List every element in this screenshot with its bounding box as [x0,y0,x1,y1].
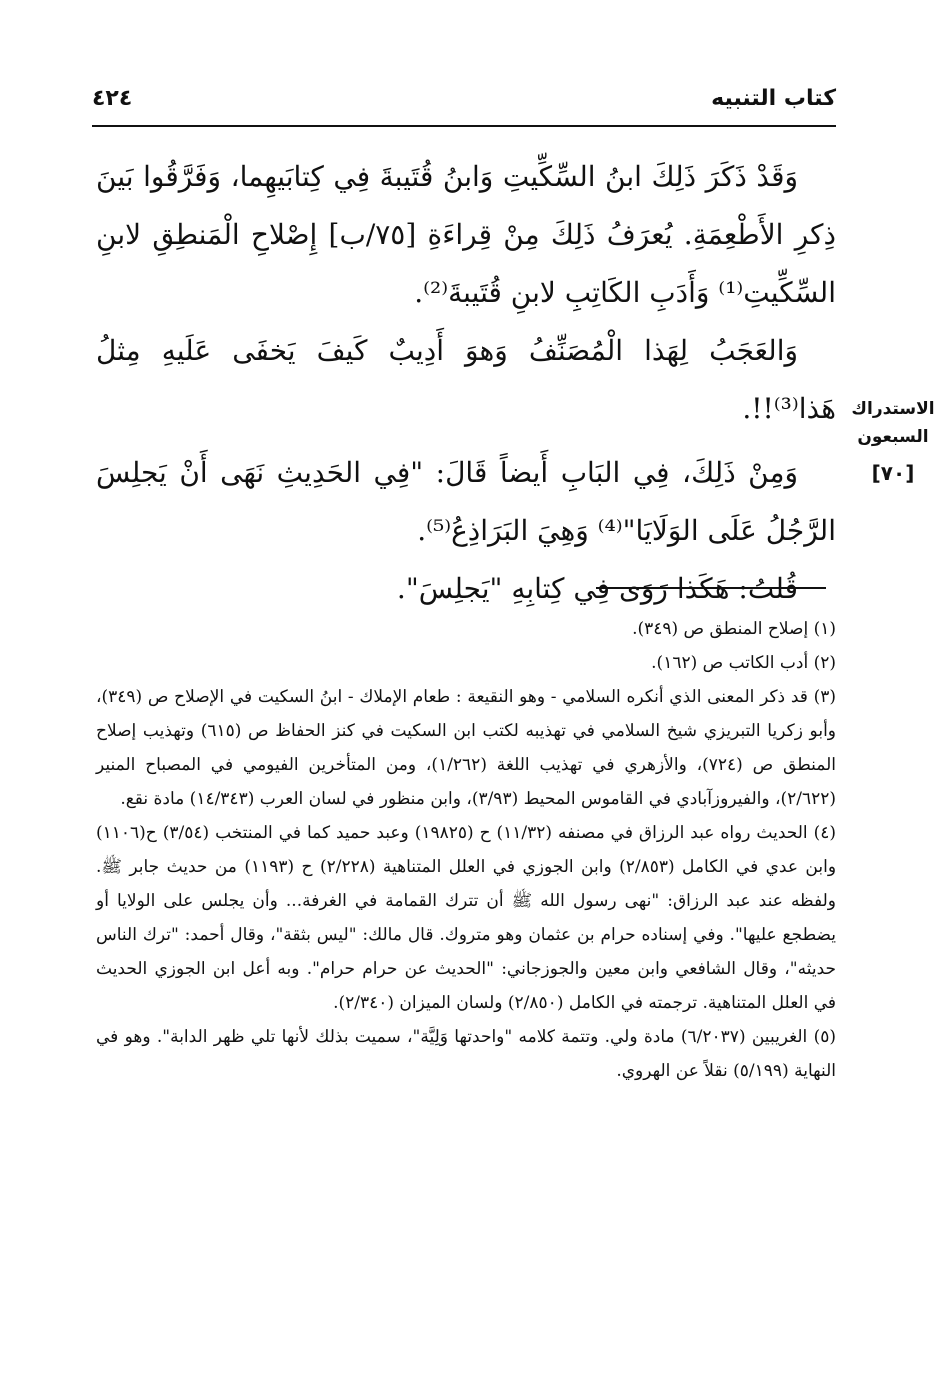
margin-note-ordinal: السبعون [857,427,929,447]
page-number: ٤٢٤ [92,86,133,111]
margin-note-number: [٧٠] [871,461,915,485]
header-rule [92,125,836,127]
main-paragraph-1: وَقَدْ ذَكَرَ ذَلِكَ ابنُ السِّكِّيتِ وَابنُ قُتَيبةَ فِي كِتابَيهِما، وَفَرَّقُوا بَينَ ذِكرِ الأَطْعِمَةِ. يُعرَفُ ذَلِكَ مِنْ قِراءَةِ [٧٥/ب] إِصْلاحِ الْمَنطِقِ لابنِ السِّكِّيتِ⁽¹⁾ وَأَدَبِ الكَاتِبِ لابنِ قُتَيبةَ⁽²⁾. [96,160,836,309]
main-text [96,148,836,618]
footnote-5: (٥) الغريبين (٦/٢٠٣٧) مادة ولي. وتتمة كلامه "واحدتها وَلِيَّة"، سميت بذلك لأنها تلي ظهر الدابة". وهو في النهاية (٥/١٩٩) نقلاً عن الهروي. [96,1027,836,1081]
footnote-1: (١) إصلاح المنطق ص (٣٤٩). [632,619,836,639]
footnote-separator [596,587,826,589]
main-paragraph-4: قُلتُ: هَكَذا رَوَى فِي كِتابِهِ "يَجلِسَ". [396,572,798,605]
footnote-2: (٢) أدب الكاتب ص (١٦٢). [651,653,836,673]
footnotes [96,612,836,1088]
margin-note-title: الاستدراك [851,399,935,419]
margin-note [848,395,938,485]
footnote-4: (٤) الحديث رواه عبد الرزاق في مصنفه (١١/٣٢) ح (١٩٨٢٥) وعبد حميد كما في المنتخب (٣/٥٤) ح(١١٠٦) وابن عدي في الكامل (٢/٨٥٣) وابن الجوزي في العلل المتناهية (٢/٢٢٨) ح (١١٩٣) من حديث جابر ﷺ. ولفظه عند عبد الرزاق: "نهى رسول الله ﷺ أن تترك القمامة في الغرفة... وأن يجلس على الولايا أو يضطجع عليها". وفي إسناده حرام بن عثمان وهو متروك. قال مالك: "ليس بثقة"، وقال أحمد: "ترك الناس حديثه"، وقال الشافعي وابن معين والجوزجاني: "الحديث عن حرام حرام". وبه أعل ابن الجوزي الحديث في العلل المتناهية. ترجمته في الكامل (٢/٨٥٠) ولسان الميزان (٢/٣٤٠). [96,823,837,1013]
page-header [92,82,836,122]
main-paragraph-3: وَمِنْ ذَلِكَ، فِي البَابِ أَيضاً قَالَ: "فِي الحَدِيثِ نَهَى أَنْ يَجلِسَ الرَّجُلُ عَلَى الوَلَايَا"⁽⁴⁾ وَهِيَ البَرَاذِعُ⁽⁵⁾. [96,456,836,547]
main-paragraph-2: وَالعَجَبُ لِهَذا الْمُصَنِّفُ وَهوَ أَدِيبٌ كَيفَ يَخفَى عَلَيهِ مِثلُ هَذا⁽³⁾!!. [96,334,836,425]
footnote-3: (٣) قد ذكر المعنى الذي أنكره السلامي - وهو النقيعة : طعام الإملاك - ابنُ السكيت في الإصلاح ص (٣٤٩)، وأبو زكريا التبريزي شيخ السلامي في تهذيبه لكتب ابن السكيت في كنز الحفاظ ص (٦١٥) وتهذيب إصلاح المنطق ص (٧٢٤)، والأزهري في تهذيب اللغة (١/٢٦٢)، ومن المتأخرين الفيومي في المصباح المنير (٢/٦٢٢)، والفيروزآبادي في القاموس المحيط (٣/٩٣)، وابن منظور في لسان العرب (١٤/٣٤٣) مادة نقع. [96,687,836,809]
running-title: كتاب التنبيه [711,86,836,111]
